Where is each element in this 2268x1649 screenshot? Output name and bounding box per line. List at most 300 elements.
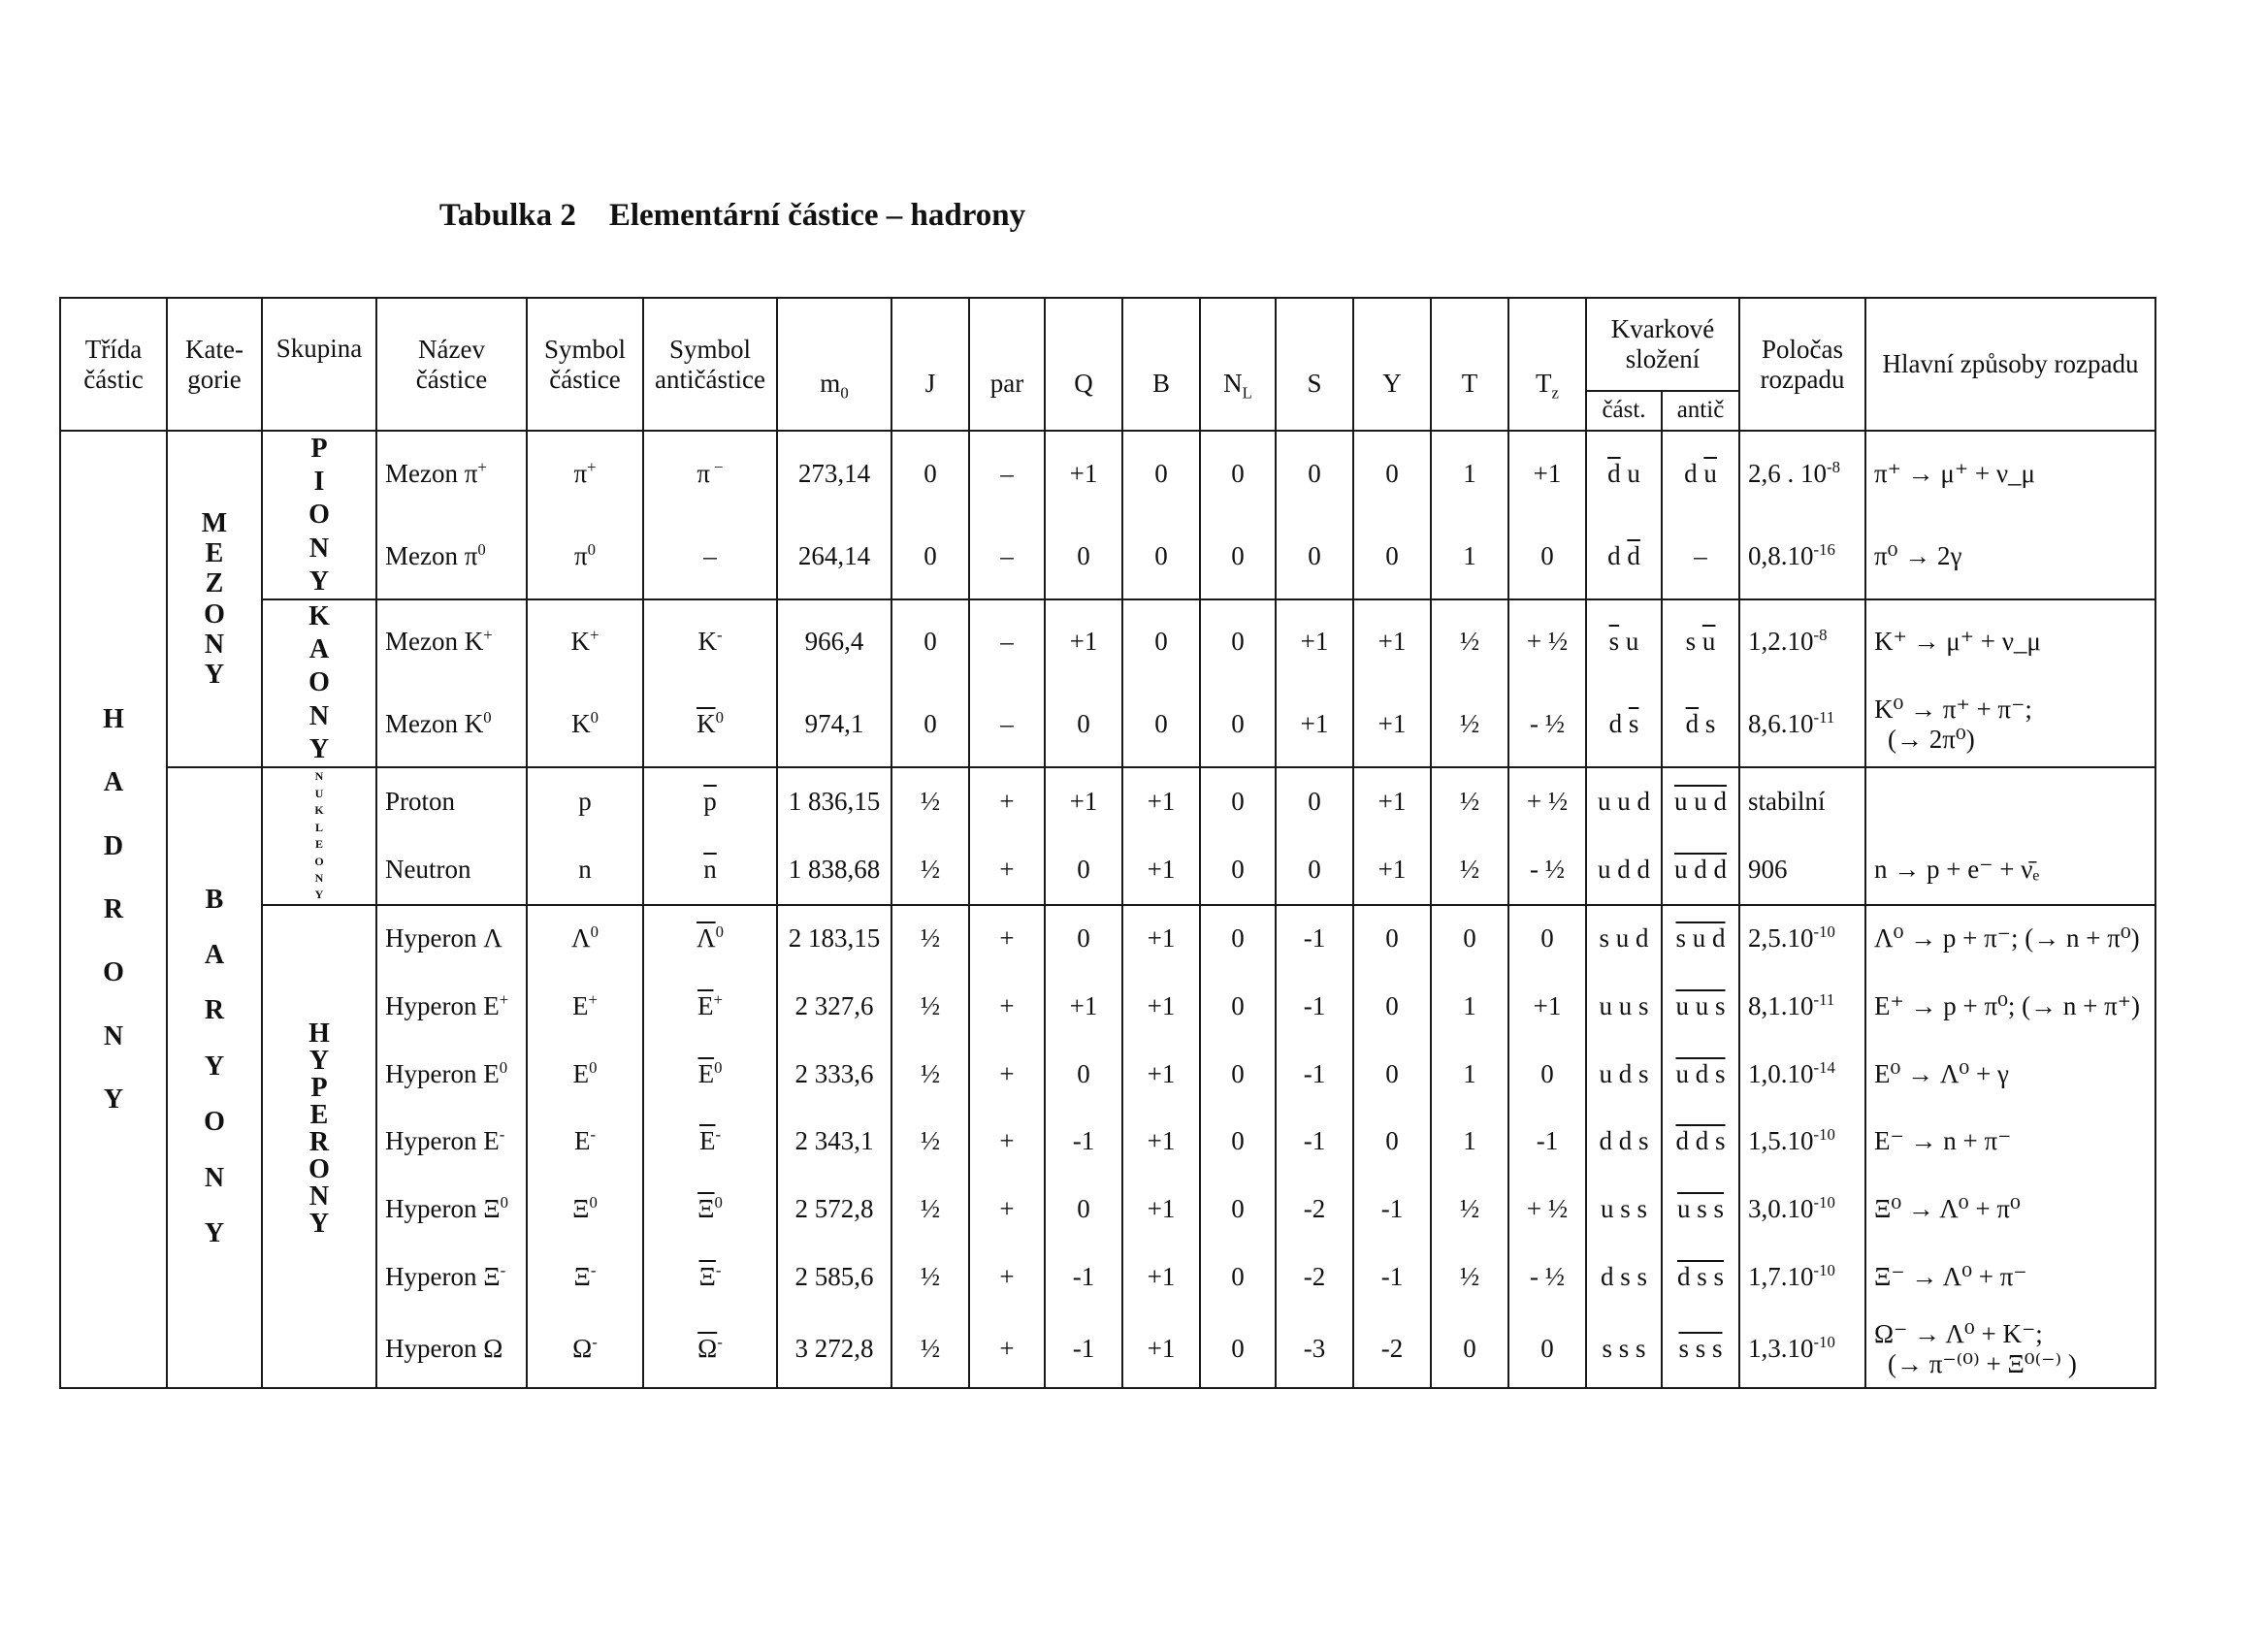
cell-nl: 0 [1200,1176,1276,1244]
cell-tz: 0 [1508,515,1586,599]
quark-particle: u d s [1586,1040,1662,1108]
quark-antiparticle: u u d [1662,767,1739,836]
header-Y: Y [1353,298,1431,431]
cell-nl: 0 [1200,905,1276,973]
cell-b: 0 [1122,599,1200,684]
cell-tz: -1 [1508,1108,1586,1176]
cell-j: ½ [891,972,969,1040]
header-kvark-cast: část. [1586,391,1662,431]
quark-antiparticle: u s s [1662,1176,1739,1244]
cell-m0: 974,1 [777,683,891,767]
cell-q: 0 [1045,683,1122,767]
cell-j: 0 [891,515,969,599]
quark-particle: $\overline{d}$ u [1586,431,1662,515]
decay-mode: n → p + e⁻ + ν̄ₑ [1865,836,2155,905]
particle-symbol: n [527,836,643,905]
half-life: 2,6 . $10^{-8}$ [1739,431,1865,515]
skupina-nukleony-letter: L [314,820,323,834]
header-par: par [969,298,1045,431]
cell-t: 1 [1431,515,1508,599]
header-kvark: Kvarkové složení [1586,298,1739,391]
decay-mode: Ξ⁻ → Λ⁰ + π⁻ [1865,1244,2155,1311]
antiparticle-symbol: $\overline{K}^0$ [643,683,777,767]
cell-par: + [969,972,1045,1040]
quark-antiparticle: s $\overline{u}$ [1662,599,1739,684]
quark-antiparticle: u d d [1662,836,1739,905]
cell-b: +1 [1122,1244,1200,1311]
cell-b: 0 [1122,683,1200,767]
cell-b: +1 [1122,1176,1200,1244]
antiparticle-symbol: $\overline{\Xi}^-$ [643,1244,777,1311]
cell-s: 0 [1276,767,1353,836]
cell-j: ½ [891,1244,969,1311]
cell-j: ½ [891,1040,969,1108]
particle-name: Mezon π+ [376,431,527,515]
particle-name: Proton [376,767,527,836]
decay-mode: Λ⁰ → p + π⁻; (→ n + π⁰) [1865,905,2155,973]
cell-j: ½ [891,905,969,973]
cell-tz: +1 [1508,972,1586,1040]
cell-j: 0 [891,599,969,684]
quark-antiparticle: s u d [1662,905,1739,973]
decay-mode: E⁰ → Λ⁰ + γ [1865,1040,2155,1108]
cell-s: -3 [1276,1310,1353,1388]
cell-nl: 0 [1200,515,1276,599]
quark-antiparticle: d $\overline{u}$ [1662,431,1739,515]
cell-b: 0 [1122,515,1200,599]
header-nazev: Název částice [376,298,527,431]
cell-m0: 1 838,68 [777,836,891,905]
decay-mode: K⁺ → μ⁺ + ν_μ [1865,599,2155,684]
decay-mode: Ω⁻ → Λ⁰ + K⁻; (→ π⁻⁽⁰⁾ + Ξ⁰⁽⁻⁾ ) [1865,1310,2155,1388]
cell-par: + [969,1244,1045,1311]
particle-symbol: E- [527,1108,643,1176]
header-antisymbol: Symbol antičástice [643,298,777,431]
cell-par: – [969,515,1045,599]
header-polocas: Poločas rozpadu [1739,298,1865,431]
half-life: $8,6.10^{-11}$ [1739,683,1865,767]
cell-nl: 0 [1200,431,1276,515]
cell-j: ½ [891,1108,969,1176]
cell-j: ½ [891,1310,969,1388]
particle-symbol: π+ [527,431,643,515]
trida-hadrony-letter: Y [103,1084,124,1116]
quark-antiparticle: d d s [1662,1108,1739,1176]
header-NL: $N_L$ [1200,298,1276,431]
cell-m0: 2 585,6 [777,1244,891,1311]
skupina-kaony-letter: Y [308,733,330,764]
cell-j: ½ [891,1176,969,1244]
particle-name: Neutron [376,836,527,905]
antiparticle-symbol: $\overline{n}$ [643,836,777,905]
cell-par: + [969,767,1045,836]
header-kategorie: Kate- gorie [167,298,262,431]
cell-y: -1 [1353,1176,1431,1244]
skupina-piony-letter: Y [308,566,330,597]
quark-particle: d s s [1586,1244,1662,1311]
cell-t: 0 [1431,905,1508,973]
decay-mode: Ξ⁰ → Λ⁰ + π⁰ [1865,1176,2155,1244]
trida-hadrony-letter: R [103,894,124,925]
skupina-nukleony-letter: N [314,871,324,885]
header-symbol: Symbol částice [527,298,643,431]
cell-tz: + ½ [1508,767,1586,836]
table-row [60,431,2155,515]
quark-antiparticle: s s s [1662,1310,1739,1388]
cell-b: +1 [1122,767,1200,836]
skupina-hyperony-letter: P [310,1072,328,1103]
cell-tz: 0 [1508,1040,1586,1108]
particle-symbol: Ω- [527,1310,643,1388]
cell-tz: - ½ [1508,1244,1586,1311]
cell-m0: 3 272,8 [777,1310,891,1388]
kategorie-mezony-letter: E [205,537,224,568]
skupina-hyperony-letter: H [308,1018,330,1049]
cell-s: -2 [1276,1244,1353,1311]
cell-t: 1 [1431,972,1508,1040]
cell-y: +1 [1353,683,1431,767]
decay-mode: π⁰ → 2γ [1865,515,2155,599]
skupina-kaony-letter: A [308,634,330,665]
cell-j: 0 [891,431,969,515]
cell-s: -2 [1276,1176,1353,1244]
cell-y: 0 [1353,431,1431,515]
skupina-hyperony-letter: Y [308,1045,330,1076]
antiparticle-symbol: $\overline{\Lambda}^0$ [643,905,777,973]
particle-symbol: $\Xi^0$ [527,1176,643,1244]
cell-y: -2 [1353,1310,1431,1388]
cell-t: 1 [1431,1040,1508,1108]
cell-nl: 0 [1200,683,1276,767]
half-life: $1,5.10^{-10}$ [1739,1108,1865,1176]
kategorie-mezony [167,431,262,766]
header-Tz: $T_z$ [1508,298,1586,431]
cell-s: -1 [1276,1108,1353,1176]
antiparticle-symbol: $\overline{E}^0$ [643,1040,777,1108]
cell-q: -1 [1045,1244,1122,1311]
skupina-nukleony [262,767,376,905]
particle-symbol: p [527,767,643,836]
cell-s: +1 [1276,683,1353,767]
particle-name: Hyperon $\Xi^0$ [376,1176,527,1244]
skupina-hyperony-letter: R [308,1126,330,1157]
antiparticle-symbol: $\overline{\Omega}^-$ [643,1310,777,1388]
cell-tz: +1 [1508,431,1586,515]
half-life: stabilní [1739,767,1865,836]
quark-particle: d $\overline{d}$ [1586,515,1662,599]
skupina-hyperony-letter: O [308,1153,330,1184]
skupina-nukleony-letter: U [314,786,324,800]
kategorie-baryony [167,767,262,1388]
cell-nl: 0 [1200,836,1276,905]
particle-name: Mezon K+ [376,599,527,684]
particle-name: Mezon $K^0$ [376,683,527,767]
quark-particle: s s s [1586,1310,1662,1388]
antiparticle-symbol: – [643,515,777,599]
cell-q: -1 [1045,1108,1122,1176]
quark-antiparticle: – [1662,515,1739,599]
quark-particle: u d d [1586,836,1662,905]
cell-q: +1 [1045,599,1122,684]
cell-s: -1 [1276,972,1353,1040]
cell-t: ½ [1431,836,1508,905]
particle-name: Hyperon $E^0$ [376,1040,527,1108]
particle-symbol: $\Lambda^0$ [527,905,643,973]
cell-t: ½ [1431,1176,1508,1244]
table-row [60,599,2155,684]
cell-tz: - ½ [1508,683,1586,767]
cell-m0: 1 836,15 [777,767,891,836]
cell-b: +1 [1122,1040,1200,1108]
skupina-piony-letter: O [308,500,330,531]
cell-q: +1 [1045,431,1122,515]
cell-par: + [969,1040,1045,1108]
cell-m0: 2 183,15 [777,905,891,973]
decay-mode: K⁰ → π⁺ + π⁻; (→ 2π⁰) [1865,683,2155,767]
skupina-hyperony [262,905,376,1388]
table-title [0,198,1465,234]
quark-antiparticle: $\overline{d}$ s [1662,683,1739,767]
half-life: $0,8.10^{-16}$ [1739,515,1865,599]
cell-s: 0 [1276,515,1353,599]
cell-q: 0 [1045,1040,1122,1108]
quark-particle: u u d [1586,767,1662,836]
skupina-nukleony-letter: O [314,854,324,868]
cell-nl: 0 [1200,767,1276,836]
trida-hadrony-letter: N [103,1020,124,1051]
quark-antiparticle: u d s [1662,1040,1739,1108]
skupina-kaony-letter: N [308,700,330,731]
skupina-nukleony-letter: Y [314,888,324,902]
skupina-hyperony-letter: E [309,1099,329,1130]
half-life: $1,2.10^{-8}$ [1739,599,1865,684]
cell-tz: 0 [1508,1310,1586,1388]
cell-m0: 2 327,6 [777,972,891,1040]
kategorie-baryony-letter: O [204,1107,225,1138]
quark-antiparticle: d s s [1662,1244,1739,1311]
half-life: $1,3.10^{-10}$ [1739,1310,1865,1388]
cell-t: 1 [1431,1108,1508,1176]
cell-nl: 0 [1200,599,1276,684]
hadron-table [59,297,2156,1389]
cell-b: +1 [1122,905,1200,973]
cell-nl: 0 [1200,972,1276,1040]
kategorie-baryony-letter: Y [204,1217,225,1248]
cell-t: ½ [1431,1244,1508,1311]
decay-mode: π⁺ → μ⁺ + ν_μ [1865,431,2155,515]
antiparticle-symbol: K- [643,599,777,684]
cell-par: + [969,1108,1045,1176]
particle-symbol: $K^0$ [527,683,643,767]
kategorie-baryony-letter: B [205,884,224,915]
header-kvark-antic: antič [1662,391,1739,431]
particle-name: Hyperon Ξ- [376,1244,527,1311]
trida-hadrony [60,431,167,1388]
quark-particle: d $\overline{s}$ [1586,683,1662,767]
decay-mode: E⁺ → p + π⁰; (→ n + π⁺) [1865,972,2155,1040]
cell-tz: - ½ [1508,836,1586,905]
half-life: $2,5.10^{-10}$ [1739,905,1865,973]
particle-name: Hyperon E- [376,1108,527,1176]
cell-q: 0 [1045,1176,1122,1244]
cell-s: 0 [1276,836,1353,905]
cell-m0: 264,14 [777,515,891,599]
skupina-piony-letter: N [308,533,330,564]
quark-particle: $\overline{s}$ u [1586,599,1662,684]
kategorie-baryony-letter: R [204,995,225,1026]
particle-symbol: $E^0$ [527,1040,643,1108]
cell-y: +1 [1353,767,1431,836]
header-trida: Třída částic [60,298,167,431]
cell-tz: 0 [1508,905,1586,973]
header-S: S [1276,298,1353,431]
skupina-piony [262,431,376,598]
cell-b: +1 [1122,1310,1200,1388]
cell-m0: 2 333,6 [777,1040,891,1108]
quark-particle: d d s [1586,1108,1662,1176]
cell-y: +1 [1353,836,1431,905]
cell-tz: + ½ [1508,599,1586,684]
kategorie-mezony-letter: O [204,598,225,630]
header-rozpad: Hlavní způsoby rozpadu [1865,298,2155,431]
cell-y: 0 [1353,905,1431,973]
header-T: T [1431,298,1508,431]
cell-y: 0 [1353,1040,1431,1108]
half-life: 906 [1739,836,1865,905]
cell-y: 0 [1353,1108,1431,1176]
cell-m0: 2 343,1 [777,1108,891,1176]
trida-hadrony-letter: A [103,767,124,798]
cell-b: +1 [1122,836,1200,905]
particle-name: Hyperon Ω [376,1310,527,1388]
cell-y: -1 [1353,1244,1431,1311]
cell-t: ½ [1431,767,1508,836]
header-skupina: Skupina [262,298,376,431]
kategorie-baryony-letter: N [204,1162,225,1193]
quark-particle: u u s [1586,972,1662,1040]
cell-nl: 0 [1200,1310,1276,1388]
cell-q: 0 [1045,515,1122,599]
cell-m0: 273,14 [777,431,891,515]
cell-q: +1 [1045,767,1122,836]
header-m0: $m_0$ [777,298,891,431]
cell-q: 0 [1045,836,1122,905]
cell-q: +1 [1045,972,1122,1040]
kategorie-mezony-letter: Y [204,660,225,691]
quark-particle: u s s [1586,1176,1662,1244]
particle-symbol: $\pi^0$ [527,515,643,599]
cell-j: ½ [891,836,969,905]
kategorie-mezony-letter: Z [205,568,224,599]
cell-y: 0 [1353,972,1431,1040]
cell-m0: 966,4 [777,599,891,684]
kategorie-baryony-letter: Y [204,1051,225,1082]
cell-t: ½ [1431,599,1508,684]
cell-s: -1 [1276,1040,1353,1108]
cell-tz: + ½ [1508,1176,1586,1244]
antiparticle-symbol: $\overline{E}^+$ [643,972,777,1040]
antiparticle-symbol: $\overline{p}$ [643,767,777,836]
table-row [60,767,2155,836]
cell-nl: 0 [1200,1040,1276,1108]
cell-t: 1 [1431,431,1508,515]
cell-par: + [969,905,1045,973]
half-life: $3,0.10^{-10}$ [1739,1176,1865,1244]
header-J: J [891,298,969,431]
antiparticle-symbol: $\overline{E}^-$ [643,1108,777,1176]
cell-t: 0 [1431,1310,1508,1388]
half-life: $1,7.10^{-10}$ [1739,1244,1865,1311]
trida-hadrony-letter: H [103,703,124,734]
antiparticle-symbol: π − [643,431,777,515]
trida-hadrony-letter: D [103,830,124,861]
cell-par: + [969,1310,1045,1388]
cell-b: 0 [1122,431,1200,515]
cell-j: ½ [891,767,969,836]
particle-name: Hyperon Λ [376,905,527,973]
skupina-nukleony-letter: K [314,803,324,818]
trida-hadrony-letter: O [103,957,124,988]
cell-nl: 0 [1200,1108,1276,1176]
skupina-piony-letter: I [313,467,325,498]
skupina-hyperony-letter: N [308,1180,330,1212]
quark-antiparticle: u u s [1662,972,1739,1040]
header-B: B [1122,298,1200,431]
cell-b: +1 [1122,1108,1200,1176]
decay-mode: E⁻ → n + π⁻ [1865,1108,2155,1176]
particle-symbol: E+ [527,972,643,1040]
skupina-nukleony-letter: E [314,837,323,852]
cell-s: +1 [1276,599,1353,684]
cell-s: 0 [1276,431,1353,515]
table-number: Tabulka 2 [438,198,576,233]
particle-symbol: Ξ- [527,1244,643,1311]
kategorie-mezony-letter: M [201,507,228,538]
cell-par: – [969,599,1045,684]
cell-y: +1 [1353,599,1431,684]
cell-y: 0 [1353,515,1431,599]
cell-par: – [969,683,1045,767]
skupina-hyperony-letter: Y [308,1208,330,1239]
cell-b: +1 [1122,972,1200,1040]
kategorie-baryony-letter: A [204,940,225,971]
cell-nl: 0 [1200,1244,1276,1311]
cell-m0: 2 572,8 [777,1176,891,1244]
cell-par: – [969,431,1045,515]
cell-q: -1 [1045,1310,1122,1388]
quark-particle: s u d [1586,905,1662,973]
cell-par: + [969,1176,1045,1244]
particle-symbol: K+ [527,599,643,684]
half-life: $8,1.10^{-11}$ [1739,972,1865,1040]
cell-t: ½ [1431,683,1508,767]
cell-s: -1 [1276,905,1353,973]
cell-j: 0 [891,683,969,767]
particle-name: Mezon $\pi^0$ [376,515,527,599]
half-life: $1,0.10^{-14}$ [1739,1040,1865,1108]
skupina-piony-letter: P [310,433,328,464]
skupina-kaony [262,599,376,767]
skupina-nukleony-letter: N [314,769,324,784]
header-Q: Q [1045,298,1122,431]
antiparticle-symbol: $\overline{\Xi}^0$ [643,1176,777,1244]
kategorie-mezony-letter: N [204,629,225,660]
table-caption: Elementární částice – hadrony [608,198,1026,233]
skupina-kaony-letter: O [308,667,330,698]
cell-q: 0 [1045,905,1122,973]
cell-par: + [969,836,1045,905]
particle-name: Hyperon E+ [376,972,527,1040]
